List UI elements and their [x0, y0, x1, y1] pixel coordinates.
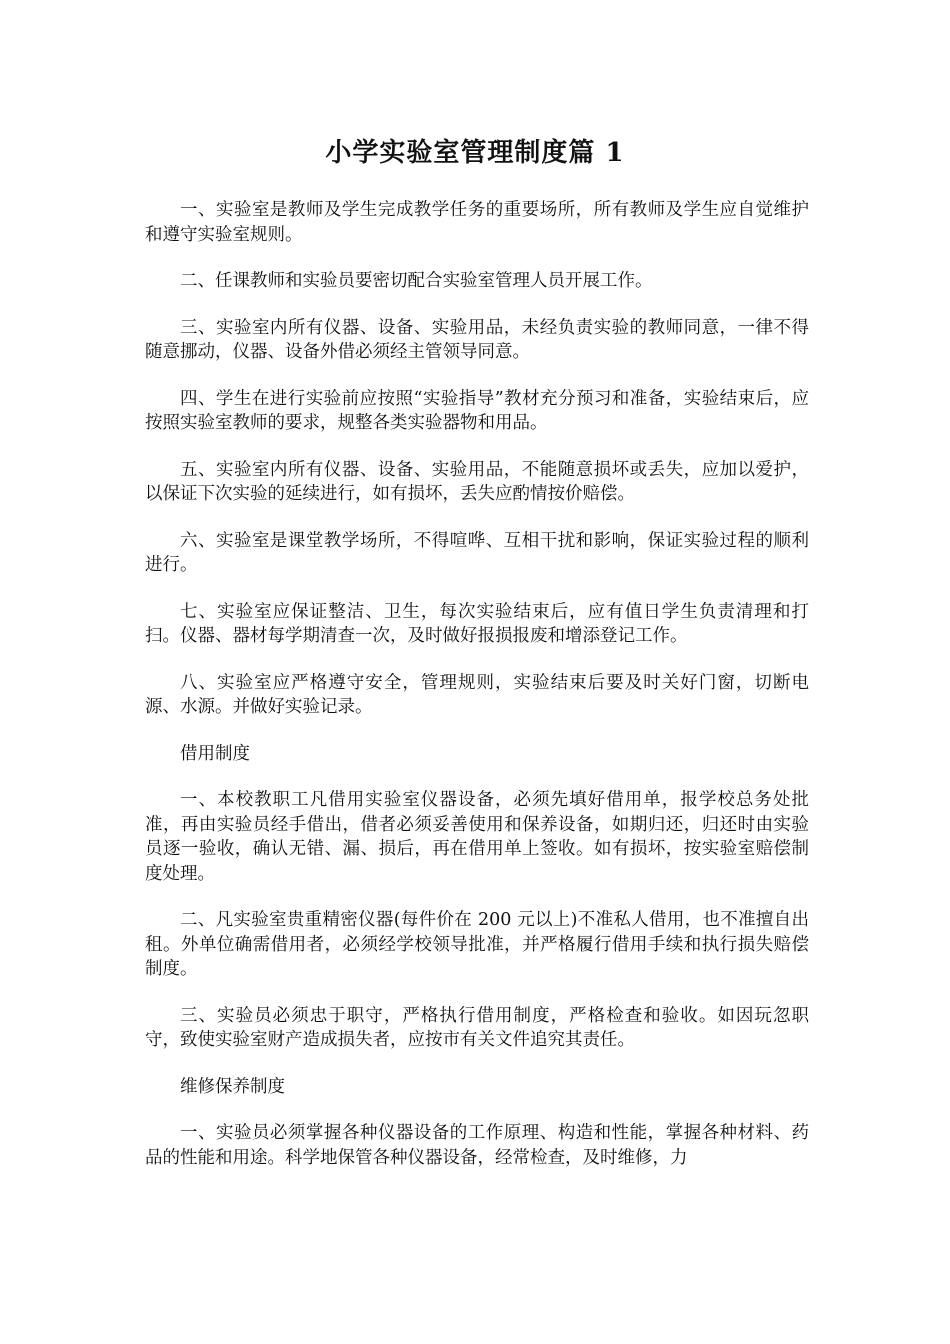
section-heading-borrow: 借用制度	[180, 743, 250, 764]
rule-paragraph-4: 四、学生在进行实验前应按照“实验指导”教材充分预习和准备，实验结束后，应按照实验室教师的要求，规整各类实验器物和用品。	[145, 388, 809, 433]
rule-paragraph-5: 五、实验室内所有仪器、设备、实验用品，不能随意损坏或丢失，应加以爱护，以保证下次实验的延续进行，如有损坏，丢失应酌情按价赔偿。	[145, 459, 809, 504]
document-body	[145, 198, 809, 1192]
borrow-paragraph-2: 二、凡实验室贵重精密仪器(每件价在 200 元以上)不准私人借用，也不准擅自出租。外单位确需借用者，必须经学校领导批准，并严格履行借用手续和执行损失赔偿制度。	[145, 910, 809, 979]
document-title: 小学实验室管理制度篇 1	[325, 138, 625, 168]
rule-paragraph-3: 三、实验室内所有仪器、设备、实验用品，未经负责实验的教师同意，一律不得随意挪动，仪器、设备外借必须经主管领导同意。	[145, 317, 809, 362]
rule-paragraph-2: 二、任课教师和实验员要密切配合实验室管理人员开展工作。	[180, 271, 653, 291]
rule-paragraph-8: 八、实验室应严格遵守安全，管理规则，实验结束后要及时关好门窗，切断电源、水源。并做好实验记录。	[145, 672, 809, 717]
rule-paragraph-7: 七、实验室应保证整洁、卫生，每次实验结束后，应有值日学生负责清理和打扫。仪器、器材每学期清查一次，及时做好报损报废和增添登记工作。	[145, 601, 809, 646]
section-heading-maintenance: 维修保养制度	[180, 1076, 285, 1097]
borrow-paragraph-1: 一、本校教职工凡借用实验室仪器设备，必须先填好借用单，报学校总务处批准，再由实验员经手借出，借者必须妥善使用和保养设备，如期归还，归还时由实验员逐一验收，确认无错、漏、损后，再在借用单上签收。如有损坏，按实验室赔偿制度处理。	[145, 790, 809, 884]
maintenance-paragraph-1: 一、实验员必须掌握各种仪器设备的工作原理、构造和性能，掌握各种材料、药品的性能和用途。科学地保管各种仪器设备，经常检查，及时维修，力	[145, 1123, 809, 1168]
rule-paragraph-1: 一、实验室是教师及学生完成教学任务的重要场所，所有教师及学生应自觉维护和遵守实验室规则。	[145, 200, 809, 245]
borrow-paragraph-3: 三、实验员必须忠于职守，严格执行借用制度，严格检查和验收。如因玩忽职守，致使实验室财产造成损失者，应按市有关文件追究其责任。	[145, 1005, 809, 1050]
rule-paragraph-6: 六、实验室是课堂教学场所，不得喧哗、互相干扰和影响，保证实验过程的顺利进行。	[145, 530, 809, 575]
